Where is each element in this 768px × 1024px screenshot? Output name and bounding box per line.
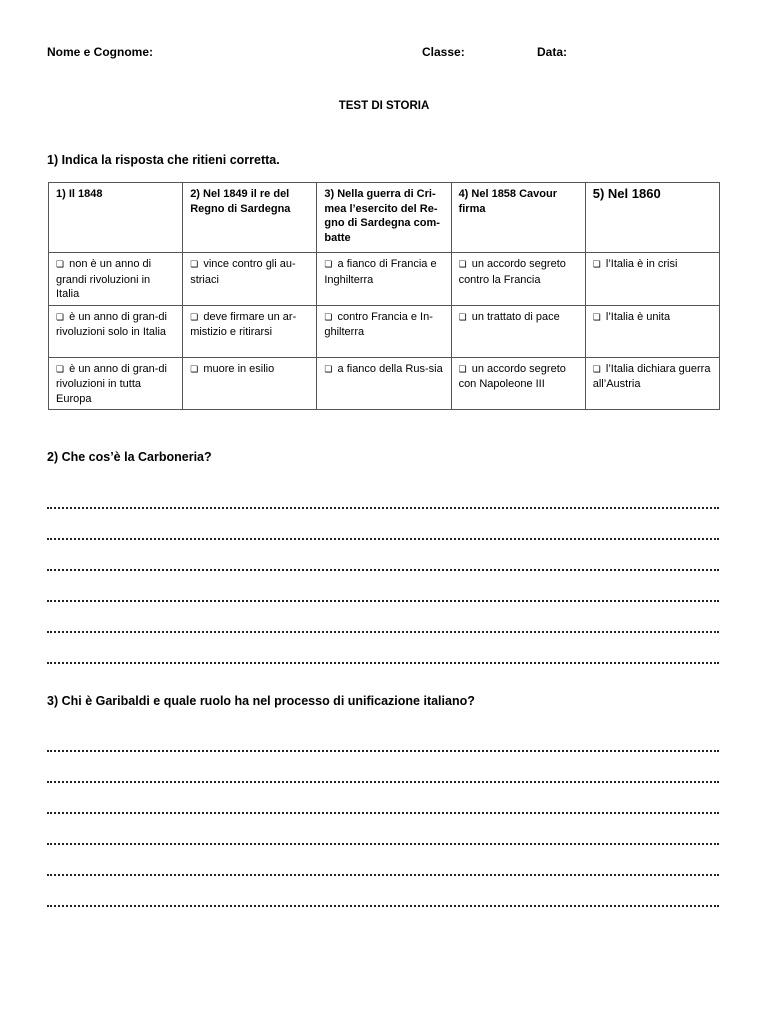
checkbox-icon[interactable]: ❏ — [592, 312, 601, 323]
answer-option[interactable] — [183, 357, 317, 410]
answer-text: un trattato di pace — [471, 310, 560, 323]
student-header — [47, 45, 727, 61]
page-title: TEST DI STORIA — [338, 100, 430, 112]
question-1-prompt: 1) Indica la risposta che ritieni corretta. — [47, 153, 280, 167]
quiz-table — [48, 182, 720, 410]
answer-option[interactable] — [585, 305, 719, 357]
answer-line[interactable] — [47, 845, 719, 876]
column-header-2: 2) Nel 1849 il re del Regno di Sardegna — [183, 183, 317, 253]
answer-line[interactable] — [47, 571, 719, 602]
answer-line[interactable] — [47, 509, 719, 540]
answer-text: muore in esilio — [203, 362, 275, 375]
checkbox-icon[interactable]: ❏ — [324, 312, 333, 323]
answer-line[interactable] — [47, 721, 719, 752]
answer-option[interactable] — [317, 253, 451, 306]
column-header-5: 5) Nel 1860 — [585, 183, 719, 253]
answer-option[interactable] — [451, 253, 585, 306]
column-header-1: 1) Il 1848 — [49, 183, 183, 253]
answer-option[interactable] — [49, 253, 183, 306]
table-row — [49, 305, 720, 357]
answer-text: un accordo segreto con Napoleone III — [458, 362, 566, 390]
answer-text: vince contro gli au-striaci — [190, 258, 296, 286]
answer-line[interactable] — [47, 783, 719, 814]
answer-text: è un anno di gran-di rivoluzioni solo in Italia — [56, 310, 167, 338]
date-label: Data: — [537, 45, 568, 59]
answer-line[interactable] — [47, 876, 719, 907]
answer-text: l’Italia è unita — [605, 310, 671, 323]
answer-line[interactable] — [47, 752, 719, 783]
checkbox-icon[interactable]: ❏ — [458, 312, 467, 323]
answer-text: a fianco di Francia e Inghilterra — [324, 258, 437, 286]
answer-option[interactable] — [183, 253, 317, 306]
column-header-4: 4) Nel 1858 Cavour firma — [451, 183, 585, 253]
checkbox-icon[interactable]: ❏ — [56, 260, 65, 270]
answer-option[interactable] — [317, 305, 451, 357]
question-2-prompt: 2) Che cos’è la Carboneria? — [47, 450, 212, 464]
table-row — [49, 357, 720, 410]
checkbox-icon[interactable]: ❏ — [190, 312, 199, 323]
checkbox-icon[interactable]: ❏ — [592, 364, 601, 375]
answer-line[interactable] — [47, 602, 719, 633]
checkbox-icon[interactable]: ❏ — [190, 260, 199, 270]
answer-text: un accordo segreto contro la Francia — [458, 258, 566, 286]
checkbox-icon[interactable]: ❏ — [56, 312, 65, 323]
answer-lines-q3[interactable] — [47, 721, 719, 907]
answer-option[interactable] — [451, 305, 585, 357]
answer-option[interactable] — [317, 357, 451, 410]
column-header-3: 3) Nella guerra di Cri-mea l’esercito del Re-gno di Sardegna com-batte — [317, 183, 451, 253]
checkbox-icon[interactable]: ❏ — [458, 364, 467, 375]
answer-option[interactable] — [49, 305, 183, 357]
checkbox-icon[interactable]: ❏ — [190, 364, 199, 375]
answer-line[interactable] — [47, 478, 719, 509]
answer-option[interactable] — [585, 253, 719, 306]
class-label: Classe: — [422, 45, 465, 59]
checkbox-icon[interactable]: ❏ — [56, 364, 65, 375]
answer-line[interactable] — [47, 814, 719, 845]
answer-option[interactable] — [183, 305, 317, 357]
answer-line[interactable] — [47, 633, 719, 664]
quiz-header-row — [49, 183, 720, 253]
answer-text: non è un anno di grandi rivoluzioni in Italia — [56, 258, 152, 300]
checkbox-icon[interactable]: ❏ — [458, 260, 467, 270]
checkbox-icon[interactable]: ❏ — [324, 260, 333, 270]
answer-line[interactable] — [47, 540, 719, 571]
answer-option[interactable] — [49, 357, 183, 410]
answer-text: deve firmare un ar-mistizio e ritirarsi — [190, 310, 297, 338]
answer-option[interactable] — [585, 357, 719, 410]
answer-text: contro Francia e In-ghilterra — [324, 310, 433, 338]
answer-text: è un anno di gran-di rivoluzioni in tutta Europa — [56, 362, 167, 405]
answer-lines-q2[interactable] — [47, 478, 719, 664]
question-3-prompt: 3) Chi è Garibaldi e quale ruolo ha nel processo di unificazione italiano? — [47, 694, 475, 708]
answer-option[interactable] — [451, 357, 585, 410]
checkbox-icon[interactable]: ❏ — [324, 364, 333, 375]
answer-text: l’Italia è in crisi — [605, 258, 678, 270]
answer-text: l’Italia dichiara guerra all’Austria — [592, 362, 711, 390]
answer-text: a fianco della Rus-sia — [337, 362, 443, 375]
name-label: Nome e Cognome: — [47, 45, 154, 59]
checkbox-icon[interactable]: ❏ — [592, 260, 601, 270]
table-row — [49, 253, 720, 306]
